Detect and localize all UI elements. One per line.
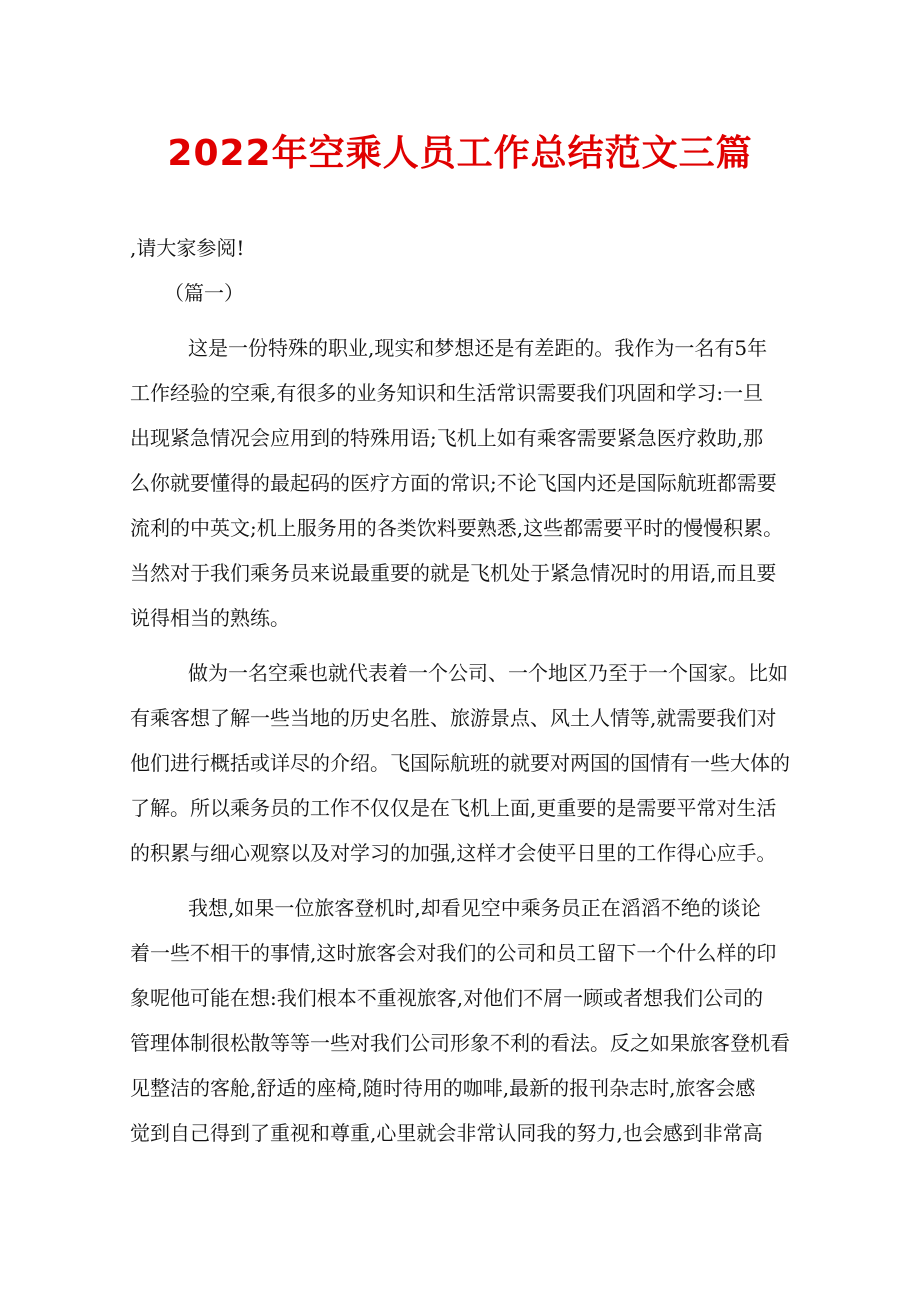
paragraph-line: 流利的中英文;机上服务用的各类饮料要熟悉,这些都需要平时的慢慢积累。: [130, 516, 784, 540]
paragraph-line: 觉到自己得到了重视和尊重,心里就会非常认同我的努力,也会感到非常高: [130, 1121, 763, 1145]
paragraph-line: 有乘客想了解一些当地的历史名胜、旅游景点、风土人情等,就需要我们对: [130, 706, 777, 730]
section-label: （篇一）: [164, 281, 244, 305]
document-title: 2022年空乘人员工作总结范文三篇: [167, 133, 753, 174]
paragraph-line: 做为一名空乘也就代表着一个公司、一个地区乃至于一个国家。比如: [188, 661, 788, 685]
intro-line: ,请大家参阅!: [130, 236, 245, 260]
paragraph-line: 的积累与细心观察以及对学习的加强,这样才会使平日里的工作得心应手。: [130, 841, 777, 865]
paragraph-line: 这是一份特殊的职业,现实和梦想还是有差距的。我作为一名有5年: [188, 336, 768, 360]
paragraph-line: 管理体制很松散等等一些对我们公司形象不利的看法。反之如果旅客登机看: [130, 1031, 790, 1055]
paragraph-line: 出现紧急情况会应用到的特殊用语;飞机上如有乘客需要紧急医疗救助,那: [130, 426, 764, 450]
paragraph-line: 说得相当的熟练。: [130, 606, 290, 630]
paragraph-line: 我想,如果一位旅客登机时,却看见空中乘务员正在滔滔不绝的谈论: [188, 896, 761, 920]
paragraph-1: [130, 326, 790, 641]
document-body: [130, 226, 790, 1156]
paragraph-2: [130, 651, 790, 876]
paragraph-line: 工作经验的空乘,有很多的业务知识和生活常识需要我们巩固和学习:一旦: [130, 381, 764, 405]
paragraph-line: 了解。所以乘务员的工作不仅仅是在飞机上面,更重要的是需要平常对生活: [130, 796, 777, 820]
paragraph-line: 着一些不相干的事情,这时旅客会对我们的公司和员工留下一个什么样的印: [130, 941, 777, 965]
paragraph-3: [130, 886, 790, 1156]
paragraph-line: 么你就要懂得的最起码的医疗方面的常识;不论飞国内还是国际航班都需要: [130, 471, 777, 495]
paragraph-line: 当然对于我们乘务员来说最重要的就是飞机处于紧急情况时的用语,而且要: [130, 561, 777, 585]
paragraph-line: 见整洁的客舱,舒适的座椅,随时待用的咖啡,最新的报刊杂志时,旅客会感: [130, 1076, 756, 1100]
paragraph-line: 他们进行概括或详尽的介绍。飞国际航班的就要对两国的国情有一些大体的: [130, 751, 790, 775]
paragraph-line: 象呢他可能在想:我们根本不重视旅客,对他们不屑一顾或者想我们公司的: [130, 986, 764, 1010]
